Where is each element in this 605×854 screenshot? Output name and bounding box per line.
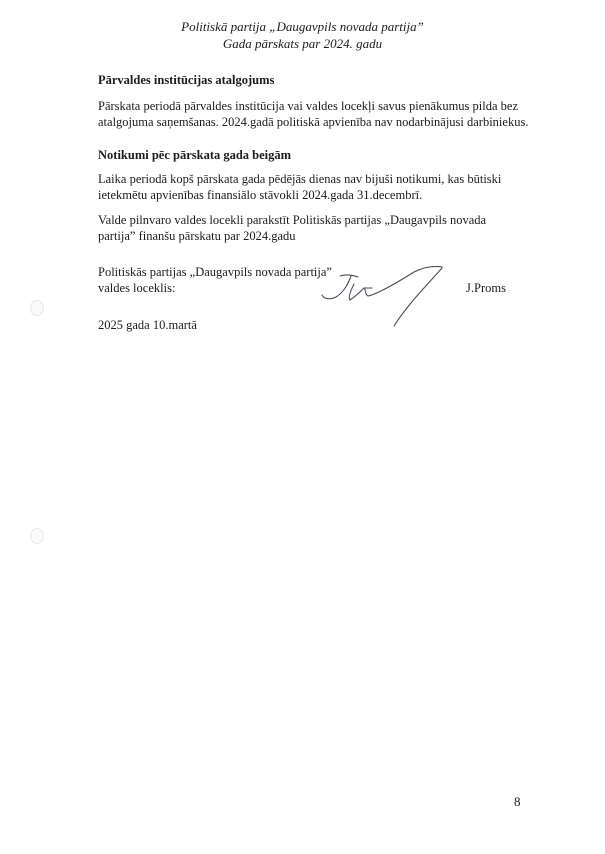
section-heading-subsequent-events: Notikumi pēc pārskata gada beigām (98, 148, 292, 162)
authorization-paragraph (98, 213, 538, 244)
paragraph-line: Valde pilnvaro valdes locekli parakstīt Politiskās partijas „Daugavpils novada (98, 213, 487, 227)
remuneration-paragraph (98, 99, 538, 130)
paragraph-line: partija” finanšu pārskatu par 2024.gadu (98, 228, 296, 243)
punch-hole-mark (30, 300, 44, 316)
paragraph-line: atalgojuma saņemšanas. 2024.gadā politiskā apvienība nav nodarbinājusi darbiniekus. (98, 114, 529, 129)
signer-block (98, 265, 332, 296)
subsequent-events-paragraph (98, 172, 538, 203)
paragraph-line: Pārskata periodā pārvaldes institūcija vai valdes locekļi savus pienākumus pilda bez (98, 99, 519, 113)
punch-hole-mark (30, 528, 44, 544)
document-header (0, 18, 605, 52)
signer-role: valdes loceklis: (98, 280, 176, 295)
page-number: 8 (514, 794, 521, 809)
section-heading-remuneration: Pārvaldes institūcijas atalgojums (98, 73, 275, 87)
paragraph-line: Laika periodā kopš pārskata gada pēdējās dienas nav bijuši notikumi, kas būtiski (98, 172, 502, 186)
header-report-title: Gada pārskats par 2024. gadu (222, 36, 383, 51)
signing-date: 2025 gada 10.martā (98, 318, 197, 332)
paragraph-line: ietekmētu apvienības finansiālo stāvokli 2024.gada 31.decembrī. (98, 187, 423, 202)
handwritten-signature (318, 266, 448, 328)
signer-organization: Politiskās partijas „Daugavpils novada partija” (98, 265, 332, 279)
signer-name: J.Proms (466, 281, 506, 295)
header-party-name: Politiskā partija „Daugavpils novada partija” (181, 19, 424, 34)
